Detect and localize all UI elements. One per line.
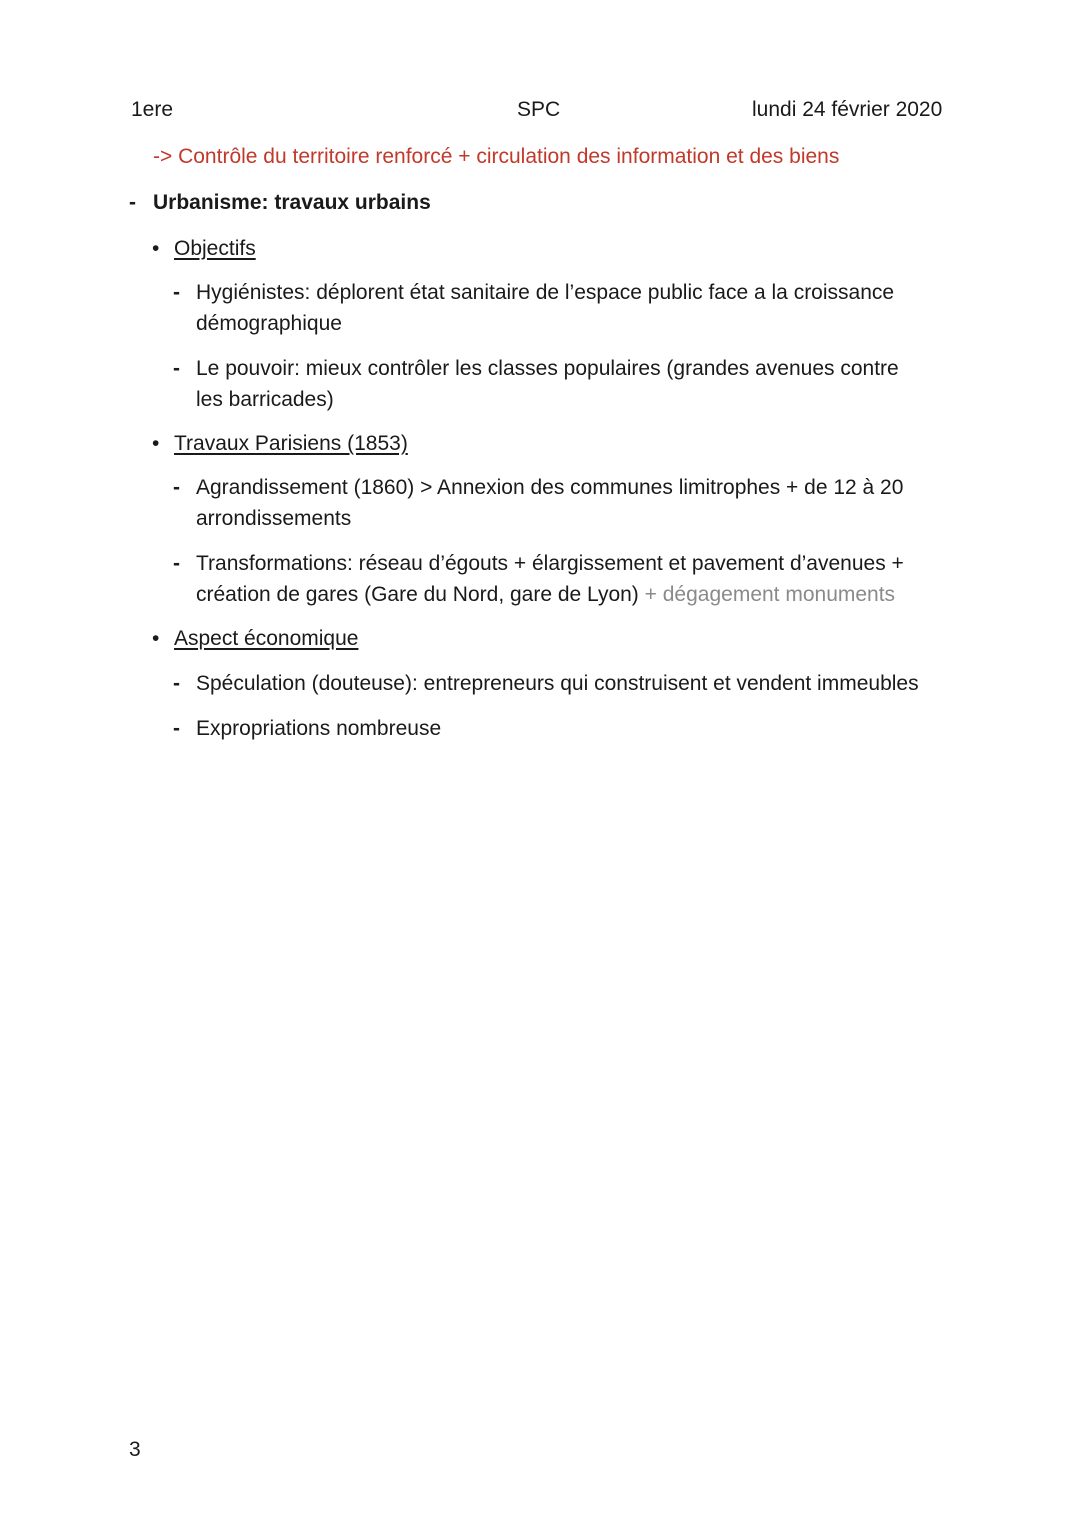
item-marker: -	[173, 717, 180, 740]
intro-line: -> Contrôle du territoire renforcé + circulation des information et des biens	[153, 145, 840, 168]
section-title: Urbanisme: travaux urbains	[153, 191, 431, 214]
item-line-text: création de gares (Gare du Nord, gare de Lyon)	[196, 583, 639, 606]
page-number: 3	[129, 1438, 141, 1461]
item-line: Le pouvoir: mieux contrôler les classes populaires (grandes avenues contre	[196, 357, 899, 380]
item-line: les barricades)	[196, 388, 334, 411]
item-marker: -	[173, 476, 180, 499]
item-line-gray-text: + dégagement monuments	[638, 583, 896, 606]
item-line: Agrandissement (1860) > Annexion des communes limitrophes + de 12 à 20	[196, 476, 904, 499]
bullet-marker: •	[152, 627, 160, 650]
bullet-title-objectifs: Objectifs	[174, 237, 256, 260]
header-subject-label: SPC	[517, 98, 561, 121]
item-line: Transformations: réseau d’égouts + élargissement et pavement d’avenues +	[196, 552, 904, 575]
item-line: arrondissements	[196, 507, 352, 530]
bullet-title-aspect: Aspect économique	[174, 627, 359, 650]
bullet-marker: •	[152, 432, 160, 455]
bullet-title-travaux: Travaux Parisiens (1853)	[174, 432, 408, 455]
header-class-label: 1ere	[131, 98, 174, 121]
header-date-label: lundi 24 février 2020	[752, 98, 943, 121]
item-line: Hygiénistes: déplorent état sanitaire de l’espace public face a la croissance	[196, 281, 895, 304]
item-line	[196, 579, 904, 610]
list-item-pouvoir	[196, 353, 899, 415]
list-item-speculation: Spéculation (douteuse): entrepreneurs qui construisent et vendent immeubles	[196, 672, 919, 695]
list-item-agrandissement	[196, 472, 903, 534]
bullet-marker: •	[152, 237, 160, 260]
item-marker: -	[173, 281, 180, 304]
list-item-hygienistes	[196, 277, 894, 339]
list-item-expropriations: Expropriations nombreuse	[196, 717, 442, 740]
item-marker: -	[173, 672, 180, 695]
list-item-transformations	[196, 548, 904, 610]
section-marker: -	[129, 191, 136, 214]
item-marker: -	[173, 552, 180, 575]
item-line: démographique	[196, 312, 342, 335]
item-marker: -	[173, 357, 180, 380]
